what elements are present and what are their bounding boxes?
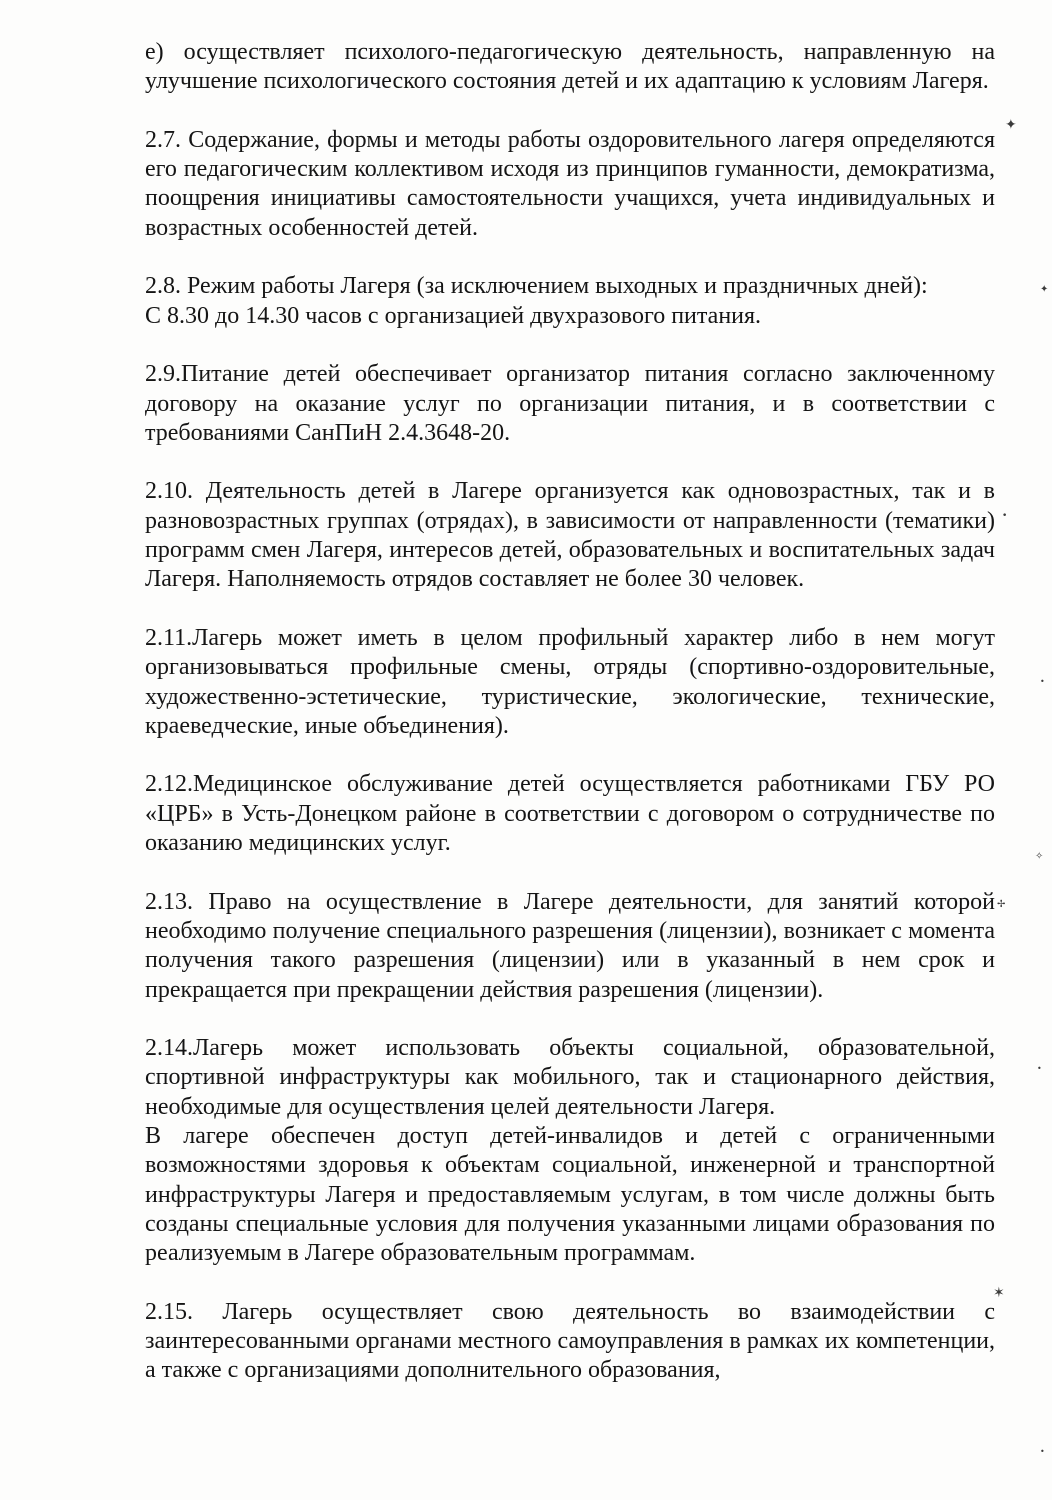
- scan-speck: ✦: [1005, 117, 1017, 133]
- paragraph-2-14-accessibility: В лагере обеспечен доступ детей-инвалидов и детей с ограниченными возможностями здоровья к объектам социальной, инженерной и транспортной инфраструктуры Лагеря и предоставляемым услугам, в том числе должны быть созданы специальные условия для получения указанными лицами образования по реализуемым в Лагере образовательным программам.: [145, 1122, 995, 1267]
- scan-speck: ✧: [1035, 851, 1044, 862]
- paragraph-2-9: 2.9.Питание детей обеспечивает организатор питания согласно заключенному договору на оказание услуг по организации питания, и в соответствии с требованиями СанПиН 2.4.3648-20.: [145, 361, 995, 446]
- scan-speck: •: [1040, 677, 1045, 686]
- paragraph-2-15: 2.15. Лагерь осуществляет свою деятельность во взаимодействии с заинтересованными органами местного самоуправления в рамках их компетенции, а также с организациями дополнительного образования,: [145, 1298, 995, 1384]
- paragraph-2-12: 2.12.Медицинское обслуживание детей осуществляется работниками ГБУ РО «ЦРБ» в Усть-Донецком районе в соответствии с договором о сотрудничестве по оказанию медицинских услуг.: [145, 771, 995, 857]
- scan-speck: ✶: [993, 1285, 1005, 1301]
- paragraph-2-8: 2.8. Режим работы Лагеря (за исключением выходных и праздничных дней):: [145, 273, 928, 300]
- scan-speck: •: [1037, 1064, 1042, 1073]
- paragraph-e-psychology: е) осуществляет психолого-педагогическую деятельность, направленную на улучшение психологического состояния детей и их адаптацию к условиям Лагеря.: [145, 39, 995, 95]
- scan-speck: •: [1040, 1447, 1045, 1456]
- scan-speck: •: [1002, 511, 1008, 521]
- scan-speck: ✦: [1040, 284, 1049, 295]
- paragraph-2-8-hours: С 8.30 до 14.30 часов с организацией двухразового питания.: [145, 302, 762, 329]
- paragraph-2-10: 2.10. Деятельность детей в Лагере организуется как одновозрастных, так и в разновозрастных группах (отрядах), в зависимости от направленности (тематики) программ смен Лагеря, интересов детей, образовательных и воспитательных задач Лагеря. Наполняемость отрядов составляет не более 30 человек.: [145, 478, 995, 593]
- paragraph-2-7: 2.7. Содержание, формы и методы работы оздоровительного лагеря определяются его педагогическим коллективом исходя из принципов гуманности, демократизма, поощрения инициативы самостоятельности учащихся, учета индивидуальных и возрастных особенностей детей.: [145, 126, 995, 241]
- paragraph-2-11: 2.11.Лагерь может иметь в целом профильный характер либо в нем могут организовываться профильные смены, отряды (спортивно-оздоровительные, художественно-эстетические, туристические, экологические, технические, краеведческие, иные объединения).: [145, 624, 995, 739]
- document-body: [145, 38, 995, 1386]
- paragraph-2-14: 2.14.Лагерь может использовать объекты социальной, образовательной, спортивной инфраструктуры как мобильного, так и стационарного действия, необходимые для осуществления целей деятельности Лагеря.: [145, 1035, 995, 1120]
- paragraph-2-13: 2.13. Право на осуществление в Лагере деятельности, для занятий которой необходимо получение специального разрешения (лицензии), возникает с момента получения такого разрешения (лицензии) или в указанный в нем срок и прекращается при прекращении действия разрешения (лицензии).: [145, 888, 995, 1003]
- scan-speck: ✢: [997, 899, 1006, 910]
